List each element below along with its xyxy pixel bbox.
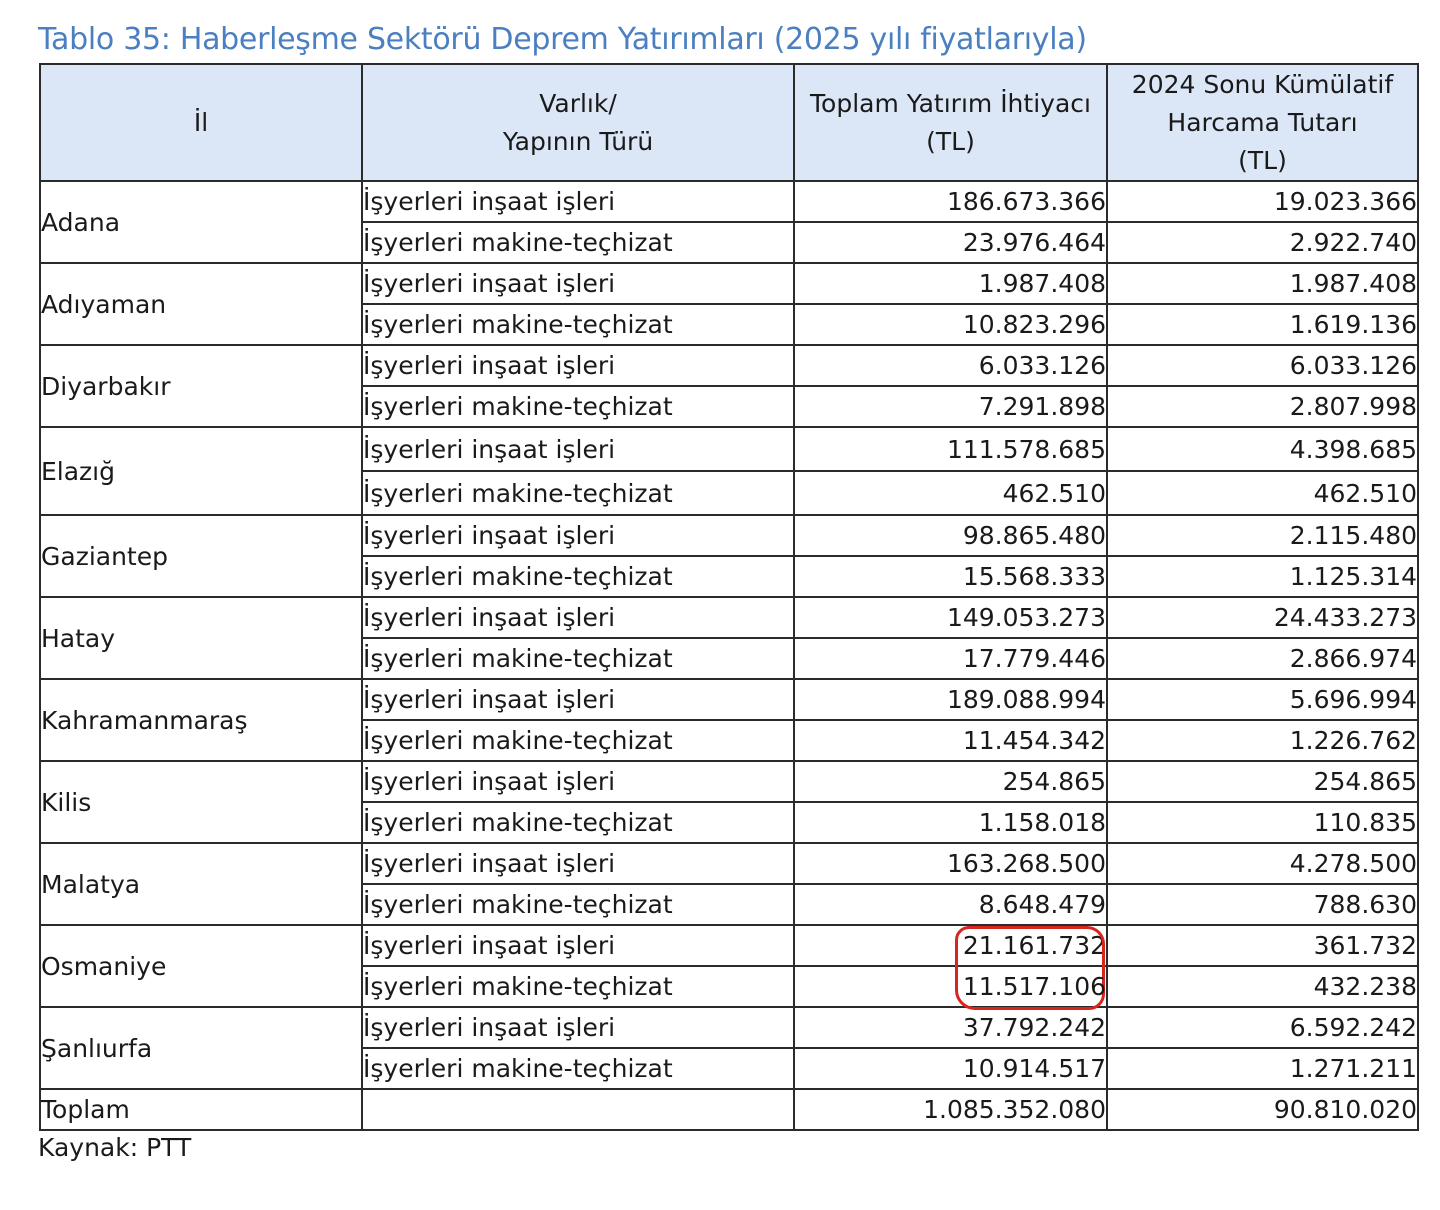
province-cell: Kahramanmaraş	[40, 679, 362, 761]
header-asset-type: Varlık/ Yapının Türü	[362, 64, 794, 181]
grand-cumulative-cell: 90.810.020	[1107, 1089, 1418, 1130]
total-cell: 10.914.517	[794, 1048, 1107, 1089]
total-cell: 23.976.464	[794, 222, 1107, 263]
total-cell: 10.823.296	[794, 304, 1107, 345]
cumulative-cell: 1.987.408	[1107, 263, 1418, 304]
total-cell: 1.158.018	[794, 802, 1107, 843]
asset-type-cell: İşyerleri makine-teçhizat	[362, 884, 794, 925]
table-row	[40, 597, 1418, 638]
province-cell: Malatya	[40, 843, 362, 925]
province-cell: Adıyaman	[40, 263, 362, 345]
cumulative-cell: 4.278.500	[1107, 843, 1418, 884]
table-row	[40, 679, 1418, 720]
province-cell: Elazığ	[40, 427, 362, 515]
asset-type-cell: İşyerleri inşaat işleri	[362, 679, 794, 720]
cumulative-cell: 361.732	[1107, 925, 1418, 966]
total-cell: 186.673.366	[794, 181, 1107, 222]
province-cell: Adana	[40, 181, 362, 263]
asset-type-cell: İşyerleri makine-teçhizat	[362, 471, 794, 515]
asset-type-cell: İşyerleri inşaat işleri	[362, 843, 794, 884]
province-cell: Gaziantep	[40, 515, 362, 597]
total-row	[40, 1089, 1418, 1130]
cumulative-cell: 2.922.740	[1107, 222, 1418, 263]
total-cell-highlighted: 11.517.106	[794, 966, 1107, 1007]
total-cell: 462.510	[794, 471, 1107, 515]
cumulative-cell: 432.238	[1107, 966, 1418, 1007]
cumulative-cell: 462.510	[1107, 471, 1418, 515]
province-cell: Osmaniye	[40, 925, 362, 1007]
province-cell: Hatay	[40, 597, 362, 679]
table-row	[40, 761, 1418, 802]
table-row	[40, 925, 1418, 966]
cumulative-cell: 1.619.136	[1107, 304, 1418, 345]
total-cell: 189.088.994	[794, 679, 1107, 720]
cumulative-cell: 19.023.366	[1107, 181, 1418, 222]
header-row	[40, 64, 1418, 181]
asset-type-cell: İşyerleri makine-teçhizat	[362, 556, 794, 597]
asset-type-cell: İşyerleri makine-teçhizat	[362, 720, 794, 761]
total-empty-cell	[362, 1089, 794, 1130]
total-cell: 1.987.408	[794, 263, 1107, 304]
asset-type-cell: İşyerleri inşaat işleri	[362, 181, 794, 222]
header-il: İl	[40, 64, 362, 181]
total-cell: 37.792.242	[794, 1007, 1107, 1048]
cumulative-cell: 1.125.314	[1107, 556, 1418, 597]
cumulative-cell: 254.865	[1107, 761, 1418, 802]
asset-type-cell: İşyerleri inşaat işleri	[362, 761, 794, 802]
table-row	[40, 263, 1418, 304]
table-row	[40, 427, 1418, 471]
asset-type-cell: İşyerleri makine-teçhizat	[362, 1048, 794, 1089]
asset-type-cell: İşyerleri makine-teçhizat	[362, 802, 794, 843]
asset-type-cell: İşyerleri makine-teçhizat	[362, 222, 794, 263]
cumulative-cell: 2.866.974	[1107, 638, 1418, 679]
cumulative-cell: 4.398.685	[1107, 427, 1418, 471]
province-cell: Şanlıurfa	[40, 1007, 362, 1089]
total-cell: 7.291.898	[794, 386, 1107, 427]
table-row	[40, 345, 1418, 386]
cumulative-cell: 24.433.273	[1107, 597, 1418, 638]
investment-table	[39, 63, 1419, 1131]
table-row	[40, 843, 1418, 884]
province-cell: Diyarbakır	[40, 345, 362, 427]
cumulative-cell: 788.630	[1107, 884, 1418, 925]
total-cell: 6.033.126	[794, 345, 1107, 386]
asset-type-cell: İşyerleri inşaat işleri	[362, 515, 794, 556]
total-cell: 98.865.480	[794, 515, 1107, 556]
cumulative-cell: 2.807.998	[1107, 386, 1418, 427]
asset-type-cell: İşyerleri makine-teçhizat	[362, 966, 794, 1007]
total-cell: 8.648.479	[794, 884, 1107, 925]
total-cell-highlighted	[794, 925, 1107, 966]
asset-type-cell: İşyerleri makine-teçhizat	[362, 304, 794, 345]
header-cumulative-spending: 2024 Sonu Kümülatif Harcama Tutarı (TL)	[1107, 64, 1418, 181]
total-cell: 163.268.500	[794, 843, 1107, 884]
asset-type-cell: İşyerleri inşaat işleri	[362, 345, 794, 386]
asset-type-cell: İşyerleri inşaat işleri	[362, 597, 794, 638]
asset-type-cell: İşyerleri inşaat işleri	[362, 427, 794, 471]
table-caption: Tablo 35: Haberleşme Sektörü Deprem Yatırımları (2025 yılı fiyatlarıyla)	[38, 22, 1087, 57]
asset-type-cell: İşyerleri inşaat işleri	[362, 925, 794, 966]
total-cell: 15.568.333	[794, 556, 1107, 597]
cumulative-cell: 110.835	[1107, 802, 1418, 843]
cumulative-cell: 1.226.762	[1107, 720, 1418, 761]
cumulative-cell: 6.592.242	[1107, 1007, 1418, 1048]
total-cell: 149.053.273	[794, 597, 1107, 638]
asset-type-cell: İşyerleri makine-teçhizat	[362, 386, 794, 427]
table-row	[40, 181, 1418, 222]
total-cell: 17.779.446	[794, 638, 1107, 679]
header-total-investment: Toplam Yatırım İhtiyacı (TL)	[794, 64, 1107, 181]
total-cell: 254.865	[794, 761, 1107, 802]
asset-type-cell: İşyerleri makine-teçhizat	[362, 638, 794, 679]
province-cell: Kilis	[40, 761, 362, 843]
source-note: Kaynak: PTT	[38, 1133, 192, 1162]
asset-type-cell: İşyerleri inşaat işleri	[362, 1007, 794, 1048]
cumulative-cell: 2.115.480	[1107, 515, 1418, 556]
cumulative-cell: 1.271.211	[1107, 1048, 1418, 1089]
table-row	[40, 1007, 1418, 1048]
cumulative-cell: 6.033.126	[1107, 345, 1418, 386]
cumulative-cell: 5.696.994	[1107, 679, 1418, 720]
total-value: 21.161.732	[962, 931, 1106, 960]
total-cell: 111.578.685	[794, 427, 1107, 471]
total-label: Toplam	[40, 1089, 362, 1130]
total-cell: 11.454.342	[794, 720, 1107, 761]
grand-total-cell: 1.085.352.080	[794, 1089, 1107, 1130]
asset-type-cell: İşyerleri inşaat işleri	[362, 263, 794, 304]
table-row	[40, 515, 1418, 556]
